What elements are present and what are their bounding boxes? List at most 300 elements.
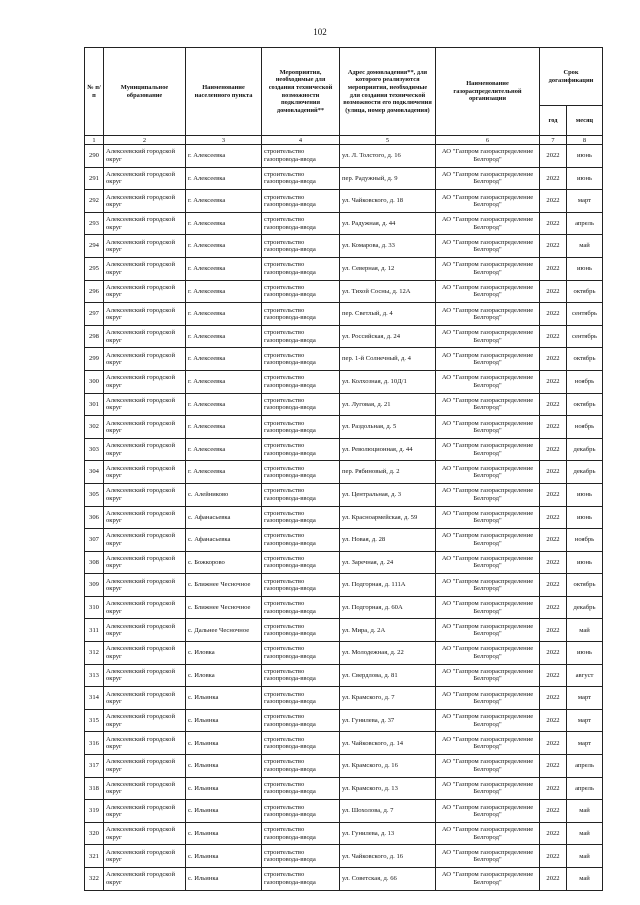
row-month: октябрь: [567, 393, 603, 416]
row-address: ул. Л. Толстого, д. 16: [340, 145, 436, 168]
row-year: 2022: [540, 483, 567, 506]
row-address: пер. Рябиновый, д. 2: [340, 461, 436, 484]
row-settlement: г. Алексеевка: [186, 348, 262, 371]
row-measures: строительство газопровода-ввода: [262, 190, 340, 213]
row-organization: АО "Газпром газораспределение Белгород": [436, 755, 540, 778]
row-organization: АО "Газпром газораспределение Белгород": [436, 393, 540, 416]
row-municipality: Алексеевский городской округ: [104, 280, 186, 303]
row-settlement: г. Алексеевка: [186, 393, 262, 416]
row-organization: АО "Газпром газораспределение Белгород": [436, 235, 540, 258]
row-number: 307: [85, 529, 104, 552]
table-row: [85, 506, 603, 529]
table-row: [85, 190, 603, 213]
row-organization: АО "Газпром газораспределение Белгород": [436, 551, 540, 574]
row-municipality: Алексеевский городской округ: [104, 393, 186, 416]
header-address: Адрес домовладения**, для которого реализуются мероприятия, необходимые для создания технической возможности его подключения (улица, номер домовладения): [340, 48, 436, 136]
row-address: ул. Свердлова, д. 81: [340, 664, 436, 687]
row-organization: АО "Газпром газораспределение Белгород": [436, 325, 540, 348]
row-address: пер. Светлый, д. 4: [340, 303, 436, 326]
table-row: [85, 393, 603, 416]
row-month: сентябрь: [567, 303, 603, 326]
column-number: 3: [186, 136, 262, 145]
row-municipality: Алексеевский городской округ: [104, 303, 186, 326]
header-year: год: [540, 106, 567, 136]
row-month: июнь: [567, 145, 603, 168]
row-measures: строительство газопровода-ввода: [262, 303, 340, 326]
row-number: 302: [85, 416, 104, 439]
row-year: 2022: [540, 551, 567, 574]
row-number: 290: [85, 145, 104, 168]
table-row: [85, 483, 603, 506]
row-municipality: Алексеевский городской округ: [104, 845, 186, 868]
row-month: ноябрь: [567, 529, 603, 552]
row-address: ул. Крамского, д. 13: [340, 777, 436, 800]
table-row: [85, 619, 603, 642]
row-address: ул. Мира, д. 2А: [340, 619, 436, 642]
row-number: 309: [85, 574, 104, 597]
header-settlement: Наименование населенного пункта: [186, 48, 262, 136]
row-year: 2022: [540, 461, 567, 484]
row-year: 2022: [540, 416, 567, 439]
row-year: 2022: [540, 596, 567, 619]
table-row: [85, 755, 603, 778]
row-municipality: Алексеевский городской округ: [104, 596, 186, 619]
table-row: [85, 642, 603, 665]
column-number: 8: [567, 136, 603, 145]
row-organization: АО "Газпром газораспределение Белгород": [436, 416, 540, 439]
column-number: 5: [340, 136, 436, 145]
row-month: ноябрь: [567, 370, 603, 393]
row-year: 2022: [540, 303, 567, 326]
row-address: ул. Центральная, д. 3: [340, 483, 436, 506]
table-row: [85, 280, 603, 303]
row-address: ул. Гунилева, д. 37: [340, 709, 436, 732]
row-address: ул. Радужная, д. 44: [340, 212, 436, 235]
row-measures: строительство газопровода-ввода: [262, 235, 340, 258]
row-year: 2022: [540, 506, 567, 529]
row-month: апрель: [567, 212, 603, 235]
row-number: 322: [85, 868, 104, 891]
row-measures: строительство газопровода-ввода: [262, 461, 340, 484]
row-year: 2022: [540, 868, 567, 891]
table-row: [85, 777, 603, 800]
row-number: 297: [85, 303, 104, 326]
row-number: 299: [85, 348, 104, 371]
row-year: 2022: [540, 280, 567, 303]
row-organization: АО "Газпром газораспределение Белгород": [436, 574, 540, 597]
row-number: 308: [85, 551, 104, 574]
row-organization: АО "Газпром газораспределение Белгород": [436, 868, 540, 891]
row-month: октябрь: [567, 348, 603, 371]
row-number: 300: [85, 370, 104, 393]
table-row: [85, 145, 603, 168]
row-organization: АО "Газпром газораспределение Белгород": [436, 145, 540, 168]
row-municipality: Алексеевский городской округ: [104, 755, 186, 778]
column-number: 7: [540, 136, 567, 145]
row-year: 2022: [540, 370, 567, 393]
table-row: [85, 167, 603, 190]
row-year: 2022: [540, 145, 567, 168]
row-measures: строительство газопровода-ввода: [262, 506, 340, 529]
row-organization: АО "Газпром газораспределение Белгород": [436, 483, 540, 506]
row-settlement: с. Ильинка: [186, 800, 262, 823]
row-year: 2022: [540, 438, 567, 461]
row-measures: строительство газопровода-ввода: [262, 619, 340, 642]
row-measures: строительство газопровода-ввода: [262, 732, 340, 755]
table-row: [85, 868, 603, 891]
row-municipality: Алексеевский городской округ: [104, 687, 186, 710]
table-row: [85, 732, 603, 755]
row-settlement: с. Ближнее Чесночное: [186, 596, 262, 619]
row-measures: строительство газопровода-ввода: [262, 348, 340, 371]
row-number: 319: [85, 800, 104, 823]
row-number: 321: [85, 845, 104, 868]
row-measures: строительство газопровода-ввода: [262, 687, 340, 710]
row-address: ул. Революционная, д. 44: [340, 438, 436, 461]
row-municipality: Алексеевский городской округ: [104, 257, 186, 280]
row-address: ул. Подгорная, д. 111А: [340, 574, 436, 597]
header-measures: Мероприятия, необходимые для создания технической возможности подключения домовладений**: [262, 48, 340, 136]
row-year: 2022: [540, 800, 567, 823]
row-month: июнь: [567, 642, 603, 665]
row-settlement: с. Ильинка: [186, 732, 262, 755]
row-measures: строительство газопровода-ввода: [262, 709, 340, 732]
row-organization: АО "Газпром газораспределение Белгород": [436, 257, 540, 280]
row-address: ул. Чайковского, д. 16: [340, 845, 436, 868]
table-row: [85, 800, 603, 823]
row-settlement: г. Алексеевка: [186, 280, 262, 303]
row-address: ул. Колхозная, д. 10Д/1: [340, 370, 436, 393]
row-number: 296: [85, 280, 104, 303]
table-row: [85, 709, 603, 732]
row-municipality: Алексеевский городской округ: [104, 416, 186, 439]
row-settlement: г. Алексеевка: [186, 212, 262, 235]
row-settlement: г. Алексеевка: [186, 145, 262, 168]
row-municipality: Алексеевский городской округ: [104, 800, 186, 823]
row-measures: строительство газопровода-ввода: [262, 280, 340, 303]
row-measures: строительство газопровода-ввода: [262, 416, 340, 439]
row-address: ул. Новая, д. 28: [340, 529, 436, 552]
row-municipality: Алексеевский городской округ: [104, 483, 186, 506]
row-month: май: [567, 619, 603, 642]
row-number: 320: [85, 822, 104, 845]
row-organization: АО "Газпром газораспределение Белгород": [436, 687, 540, 710]
row-settlement: г. Алексеевка: [186, 257, 262, 280]
row-number: 293: [85, 212, 104, 235]
row-number: 310: [85, 596, 104, 619]
row-municipality: Алексеевский городской округ: [104, 167, 186, 190]
table-row: [85, 416, 603, 439]
table-body: [85, 145, 603, 891]
column-number: 1: [85, 136, 104, 145]
row-organization: АО "Газпром газораспределение Белгород": [436, 190, 540, 213]
table-row: [85, 348, 603, 371]
header-no: № п/п: [85, 48, 104, 136]
row-municipality: Алексеевский городской округ: [104, 325, 186, 348]
row-month: апрель: [567, 755, 603, 778]
row-measures: строительство газопровода-ввода: [262, 868, 340, 891]
row-municipality: Алексеевский городской округ: [104, 461, 186, 484]
row-year: 2022: [540, 642, 567, 665]
row-measures: строительство газопровода-ввода: [262, 370, 340, 393]
gasification-table: [84, 47, 603, 891]
row-measures: строительство газопровода-ввода: [262, 325, 340, 348]
row-year: 2022: [540, 348, 567, 371]
row-address: пер. Радужный, д. 9: [340, 167, 436, 190]
row-organization: АО "Газпром газораспределение Белгород": [436, 280, 540, 303]
row-measures: строительство газопровода-ввода: [262, 574, 340, 597]
row-municipality: Алексеевский городской округ: [104, 551, 186, 574]
row-month: март: [567, 732, 603, 755]
row-month: май: [567, 235, 603, 258]
row-measures: строительство газопровода-ввода: [262, 845, 340, 868]
row-municipality: Алексеевский городской округ: [104, 348, 186, 371]
column-number: 6: [436, 136, 540, 145]
row-number: 295: [85, 257, 104, 280]
row-year: 2022: [540, 325, 567, 348]
table-row: [85, 529, 603, 552]
table-row: [85, 596, 603, 619]
column-numbers-row: [85, 136, 603, 145]
row-month: июнь: [567, 506, 603, 529]
row-number: 316: [85, 732, 104, 755]
row-address: ул. Крамского, д. 7: [340, 687, 436, 710]
row-settlement: с. Ильинка: [186, 868, 262, 891]
row-organization: АО "Газпром газораспределение Белгород": [436, 212, 540, 235]
row-municipality: Алексеевский городской округ: [104, 619, 186, 642]
row-settlement: с. Иловка: [186, 664, 262, 687]
row-address: ул. Комарова, д. 33: [340, 235, 436, 258]
table-row: [85, 664, 603, 687]
row-organization: АО "Газпром газораспределение Белгород": [436, 348, 540, 371]
row-measures: строительство газопровода-ввода: [262, 551, 340, 574]
row-settlement: с. Афанасьевка: [186, 506, 262, 529]
row-month: июнь: [567, 551, 603, 574]
table-row: [85, 303, 603, 326]
table-row: [85, 235, 603, 258]
row-measures: строительство газопровода-ввода: [262, 393, 340, 416]
row-municipality: Алексеевский городской округ: [104, 370, 186, 393]
row-settlement: с. Ильинка: [186, 709, 262, 732]
row-year: 2022: [540, 777, 567, 800]
row-year: 2022: [540, 822, 567, 845]
row-settlement: г. Алексеевка: [186, 370, 262, 393]
row-month: май: [567, 868, 603, 891]
row-month: май: [567, 800, 603, 823]
row-municipality: Алексеевский городской округ: [104, 777, 186, 800]
row-month: март: [567, 687, 603, 710]
row-address: ул. Советская, д. 66: [340, 868, 436, 891]
row-measures: строительство газопровода-ввода: [262, 642, 340, 665]
table-row: [85, 845, 603, 868]
row-settlement: с. Ильинка: [186, 687, 262, 710]
page-number: 102: [313, 27, 327, 37]
row-settlement: г. Алексеевка: [186, 167, 262, 190]
row-year: 2022: [540, 619, 567, 642]
row-year: 2022: [540, 755, 567, 778]
row-year: 2022: [540, 687, 567, 710]
row-organization: АО "Газпром газораспределение Белгород": [436, 596, 540, 619]
table-header: [85, 48, 603, 145]
row-year: 2022: [540, 235, 567, 258]
row-measures: строительство газопровода-ввода: [262, 257, 340, 280]
row-organization: АО "Газпром газораспределение Белгород": [436, 709, 540, 732]
table-row: [85, 325, 603, 348]
row-measures: строительство газопровода-ввода: [262, 596, 340, 619]
row-address: ул. Подгорная, д. 60А: [340, 596, 436, 619]
row-organization: АО "Газпром газораспределение Белгород": [436, 777, 540, 800]
row-settlement: с. Иловка: [186, 642, 262, 665]
row-organization: АО "Газпром газораспределение Белгород": [436, 167, 540, 190]
row-month: декабрь: [567, 438, 603, 461]
row-year: 2022: [540, 529, 567, 552]
row-number: 317: [85, 755, 104, 778]
row-municipality: Алексеевский городской округ: [104, 506, 186, 529]
row-municipality: Алексеевский городской округ: [104, 664, 186, 687]
row-month: март: [567, 709, 603, 732]
row-settlement: с. Божкорово: [186, 551, 262, 574]
table-row: [85, 370, 603, 393]
row-settlement: с. Ильинка: [186, 845, 262, 868]
row-organization: АО "Газпром газораспределение Белгород": [436, 732, 540, 755]
row-municipality: Алексеевский городской округ: [104, 574, 186, 597]
row-organization: АО "Газпром газораспределение Белгород": [436, 800, 540, 823]
row-measures: строительство газопровода-ввода: [262, 529, 340, 552]
row-address: ул. Чайковского, д. 14: [340, 732, 436, 755]
table-row: [85, 212, 603, 235]
row-municipality: Алексеевский городской округ: [104, 732, 186, 755]
row-month: март: [567, 190, 603, 213]
row-settlement: г. Алексеевка: [186, 303, 262, 326]
row-number: 318: [85, 777, 104, 800]
row-settlement: г. Алексеевка: [186, 461, 262, 484]
row-settlement: с. Ильинка: [186, 755, 262, 778]
row-month: июнь: [567, 167, 603, 190]
row-address: ул. Российская, д. 24: [340, 325, 436, 348]
row-organization: АО "Газпром газораспределение Белгород": [436, 461, 540, 484]
row-number: 301: [85, 393, 104, 416]
row-number: 291: [85, 167, 104, 190]
row-organization: АО "Газпром газораспределение Белгород": [436, 529, 540, 552]
row-measures: строительство газопровода-ввода: [262, 438, 340, 461]
row-organization: АО "Газпром газораспределение Белгород": [436, 664, 540, 687]
header-term: Срок догазификации: [540, 48, 603, 106]
table-row: [85, 438, 603, 461]
row-year: 2022: [540, 190, 567, 213]
row-number: 298: [85, 325, 104, 348]
row-address: ул. Чайковского, д. 18: [340, 190, 436, 213]
row-settlement: с. Дальнее Чесночное: [186, 619, 262, 642]
row-number: 304: [85, 461, 104, 484]
row-municipality: Алексеевский городской округ: [104, 212, 186, 235]
header-month: месяц: [567, 106, 603, 136]
row-address: ул. Крамского, д. 16: [340, 755, 436, 778]
row-measures: строительство газопровода-ввода: [262, 167, 340, 190]
row-organization: АО "Газпром газораспределение Белгород": [436, 438, 540, 461]
row-month: сентябрь: [567, 325, 603, 348]
row-address: ул. Шохолова, д. 7: [340, 800, 436, 823]
row-address: ул. Заречная, д. 24: [340, 551, 436, 574]
row-address: ул. Северная, д. 12: [340, 257, 436, 280]
column-number: 2: [104, 136, 186, 145]
table-row: [85, 257, 603, 280]
row-month: июнь: [567, 483, 603, 506]
table-row: [85, 551, 603, 574]
row-month: июнь: [567, 257, 603, 280]
row-address: ул. Раздольная, д. 5: [340, 416, 436, 439]
row-settlement: с. Ильинка: [186, 777, 262, 800]
row-month: май: [567, 822, 603, 845]
row-number: 312: [85, 642, 104, 665]
row-measures: строительство газопровода-ввода: [262, 664, 340, 687]
row-organization: АО "Газпром газораспределение Белгород": [436, 619, 540, 642]
row-measures: строительство газопровода-ввода: [262, 777, 340, 800]
row-organization: АО "Газпром газораспределение Белгород": [436, 845, 540, 868]
row-settlement: с. Афанасьевка: [186, 529, 262, 552]
row-measures: строительство газопровода-ввода: [262, 800, 340, 823]
row-settlement: с. Ближнее Чесночное: [186, 574, 262, 597]
row-month: декабрь: [567, 461, 603, 484]
row-number: 315: [85, 709, 104, 732]
row-measures: строительство газопровода-ввода: [262, 212, 340, 235]
table-row: [85, 461, 603, 484]
row-settlement: г. Алексеевка: [186, 416, 262, 439]
row-number: 292: [85, 190, 104, 213]
table-row: [85, 574, 603, 597]
row-number: 305: [85, 483, 104, 506]
row-municipality: Алексеевский городской округ: [104, 642, 186, 665]
row-municipality: Алексеевский городской округ: [104, 235, 186, 258]
row-number: 303: [85, 438, 104, 461]
row-year: 2022: [540, 845, 567, 868]
row-address: ул. Тихой Сосны, д. 12А: [340, 280, 436, 303]
row-year: 2022: [540, 574, 567, 597]
row-municipality: Алексеевский городской округ: [104, 438, 186, 461]
row-month: август: [567, 664, 603, 687]
row-settlement: с. Алейниково: [186, 483, 262, 506]
row-year: 2022: [540, 257, 567, 280]
row-organization: АО "Газпром газораспределение Белгород": [436, 642, 540, 665]
row-year: 2022: [540, 664, 567, 687]
row-number: 314: [85, 687, 104, 710]
row-settlement: г. Алексеевка: [186, 325, 262, 348]
row-year: 2022: [540, 732, 567, 755]
row-number: 294: [85, 235, 104, 258]
row-year: 2022: [540, 709, 567, 732]
row-measures: строительство газопровода-ввода: [262, 483, 340, 506]
row-address: пер. 1-й Солнечный, д. 4: [340, 348, 436, 371]
table-row: [85, 687, 603, 710]
column-number: 4: [262, 136, 340, 145]
row-month: ноябрь: [567, 416, 603, 439]
row-municipality: Алексеевский городской округ: [104, 868, 186, 891]
row-number: 313: [85, 664, 104, 687]
row-settlement: г. Алексеевка: [186, 438, 262, 461]
row-address: ул. Луговая, д. 21: [340, 393, 436, 416]
header-municipality: Муниципальное образование: [104, 48, 186, 136]
row-settlement: г. Алексеевка: [186, 190, 262, 213]
row-municipality: Алексеевский городской округ: [104, 822, 186, 845]
row-organization: АО "Газпром газораспределение Белгород": [436, 506, 540, 529]
row-measures: строительство газопровода-ввода: [262, 755, 340, 778]
row-organization: АО "Газпром газораспределение Белгород": [436, 822, 540, 845]
row-municipality: Алексеевский городской округ: [104, 190, 186, 213]
row-year: 2022: [540, 393, 567, 416]
row-address: ул. Молодежная, д. 22: [340, 642, 436, 665]
row-month: апрель: [567, 777, 603, 800]
row-address: ул. Красноармейская, д. 59: [340, 506, 436, 529]
row-settlement: с. Ильинка: [186, 822, 262, 845]
